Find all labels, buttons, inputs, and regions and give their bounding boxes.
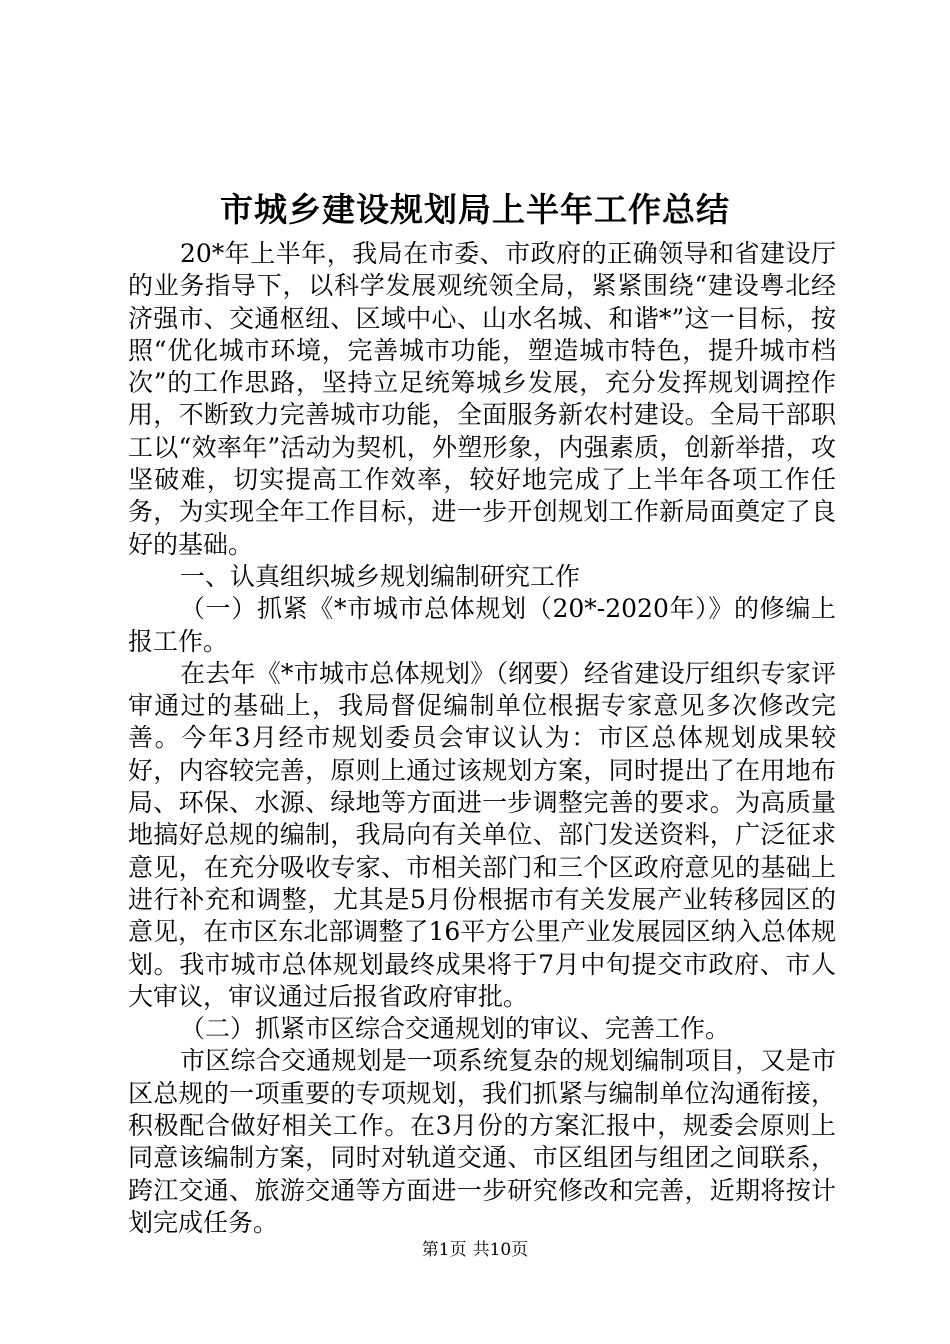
paragraph-intro: 20*年上半年，我局在市委、市政府的正确领导和省建设厅的业务指导下，以科学发展观统领全局，紧紧围绕“建设粤北经济强市、交通枢纽、区域中心、山水名城、和谐*”这一目标，按照“优化城市环境，完善城市功能，塑造城市特色，提升城市档次”的工作思路，坚持立足统筹城乡发展，充分发挥规划调控作用，不断致力完善城市功能，全面服务新农村建设。全局干部职工以“效率年”活动为契机，外塑形象，内强素质，创新举措，攻坚破难，切实提高工作效率，较好地完成了上半年各项工作任务，为实现全年工作目标，进一步开创规划工作新局面奠定了良好的基础。 — [128, 239, 836, 559]
page-footer — [0, 1238, 950, 1262]
subsection-heading-2: （二）抓紧市区综合交通规划的审议、完善工作。 — [180, 1014, 731, 1044]
paragraph-traffic-plan: 市区综合交通规划是一项系统复杂的规划编制项目，又是市区总规的一项重要的专项规划，我们抓紧与编制单位沟通衔接，积极配合做好相关工作。在3月份的方案汇报中，规委会原则上同意该编制方案，同时对轨道交通、市区组团与组团之间联系，跨江交通、旅游交通等方面进一步研究修改和完善，近期将按计划完成任务。 — [128, 1046, 836, 1237]
section-heading-1: 一、认真组织城乡规划编制研究工作 — [180, 561, 581, 591]
page-total: 共10页 — [472, 1240, 529, 1260]
document-body — [128, 238, 836, 1239]
subsection-heading-1: （一）抓紧《*市城市总体规划（20*-2020年）》的修编上报工作。 — [128, 594, 836, 656]
page-number: 第1页 — [421, 1240, 467, 1260]
document-title: 市城乡建设规划局上半年工作总结 — [220, 190, 730, 229]
paragraph-master-plan: 在去年《*市城市总体规划》（纲要）经省建设厅组织专家评审通过的基础上，我局督促编制单位根据专家意见多次修改完善。今年3月经市规划委员会审议认为：市区总体规划成果较好，内容较完善，原则上通过该规划方案，同时提出了在用地布局、环保、水源、绿地等方面进一步调整完善的要求。为高质量地搞好总规的编制，我局向有关单位、部门发送资料，广泛征求意见，在充分吸收专家、市相关部门和三个区政府意见的基础上进行补充和调整，尤其是5月份根据市有关发展产业转移园区的意见，在市区东北部调整了16平方公里产业发展园区纳入总体规划。我市城市总体规划最终成果将于7月中旬提交市政府、市人大审议，审议通过后报省政府审批。 — [128, 658, 836, 1011]
